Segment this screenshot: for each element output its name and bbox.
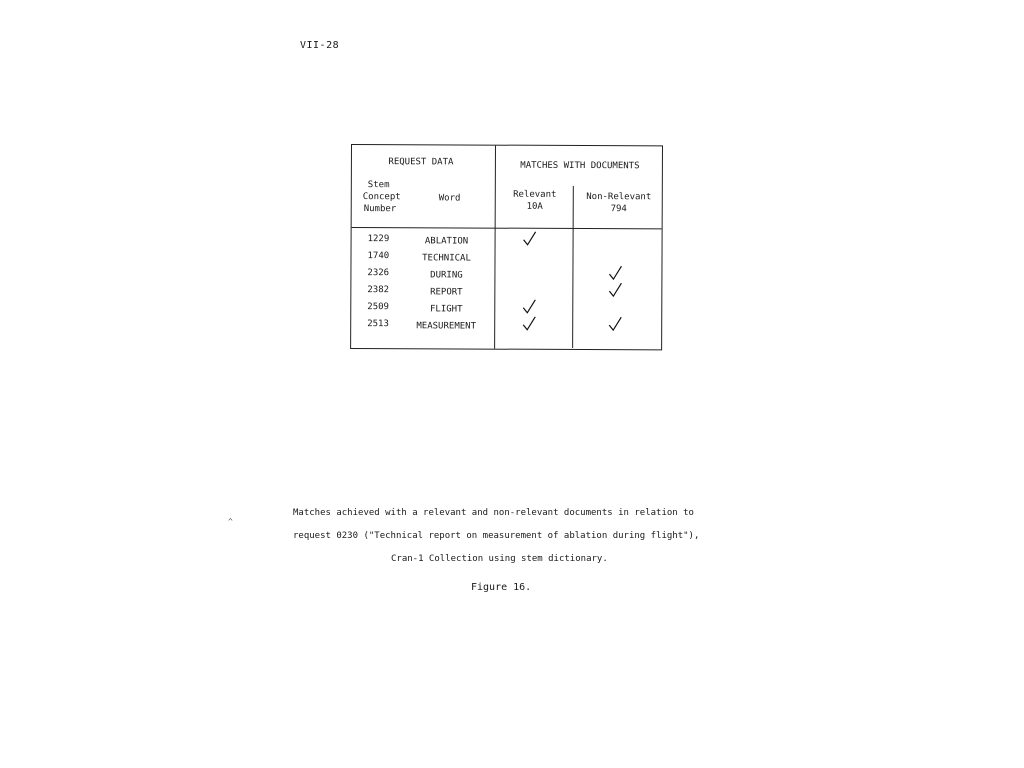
row-stem-number: 1740 — [367, 251, 390, 262]
row-word: ABLATION — [424, 236, 469, 247]
row-word: TECHNICAL — [422, 253, 471, 264]
header-nonrelevant-line2: 794 — [610, 204, 627, 215]
header-matches: MATCHES WITH DOCUMENTS — [520, 160, 640, 172]
header-stem-line2: Concept — [362, 192, 401, 203]
row-stem-number: 2326 — [367, 268, 390, 279]
row-word: DURING — [430, 270, 463, 281]
row-word: FLIGHT — [429, 304, 463, 315]
table-divider-relevance — [572, 186, 574, 348]
stray-mark: ^ — [228, 517, 233, 526]
caption-line-3: Cran-1 Collection using stem dictionary. — [391, 554, 608, 564]
row-stem-number: 2509 — [367, 302, 389, 313]
table-divider-main — [494, 146, 496, 349]
matches-table — [350, 144, 663, 350]
non-relevant-check-icon — [607, 316, 623, 332]
relevant-check-icon — [521, 316, 537, 332]
row-stem-number: 2382 — [367, 285, 390, 296]
row-word: REPORT — [430, 287, 463, 298]
table-header-rule — [352, 227, 662, 229]
header-relevant-line1: Relevant — [513, 189, 557, 200]
header-relevant-line2: 10A — [526, 201, 543, 212]
non-relevant-check-icon — [607, 282, 623, 298]
header-stem-line1: Stem — [367, 180, 390, 191]
relevant-check-icon — [521, 299, 537, 315]
header-word: Word — [438, 193, 461, 204]
page-number: VII-28 — [300, 40, 340, 51]
header-stem-line3: Number — [363, 204, 397, 215]
row-stem-number: 2513 — [367, 319, 389, 330]
non-relevant-check-icon — [607, 265, 623, 281]
header-nonrelevant-line1: Non-Relevant — [586, 192, 652, 203]
caption-line-1: Matches achieved with a relevant and non-relevant documents in relation to — [293, 508, 694, 518]
relevant-check-icon — [522, 231, 538, 247]
row-stem-number: 1229 — [367, 234, 390, 245]
figure-caption — [293, 502, 713, 571]
row-word: MEASUREMENT — [416, 321, 477, 332]
figure-label: Figure 16. — [471, 582, 532, 593]
header-request-data: REQUEST DATA — [388, 157, 454, 168]
caption-line-2: request 0230 ("Technical report on measurement of ablation during flight"), — [293, 531, 700, 541]
